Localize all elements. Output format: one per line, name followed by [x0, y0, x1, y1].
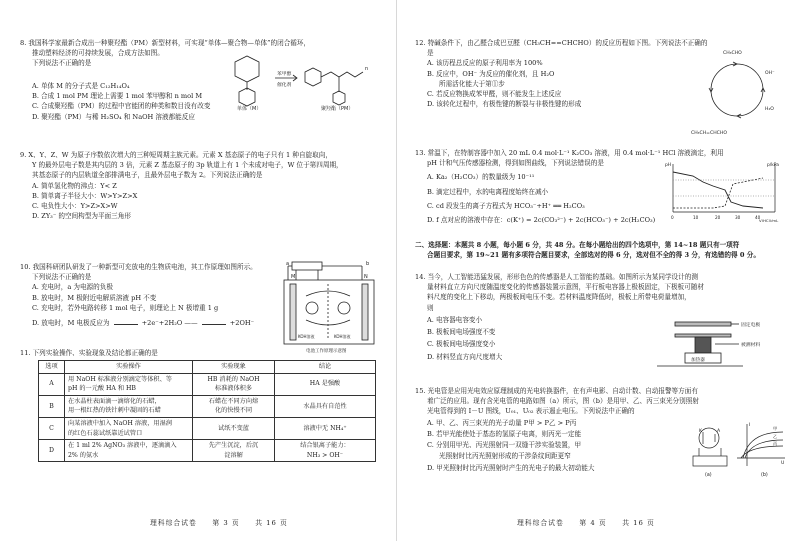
q8-reagent-down: 催化剂: [277, 83, 292, 88]
q12-fig-h2o: H₂O: [765, 107, 774, 112]
q9-stem-line1: 9. X、Y、Z、W 为原子序数依次增大的三种短周期主族元素。元素 X 基态原子的电子只有 1 种自旋取向，: [20, 151, 332, 159]
q13-option-a: A. Ka₂（H₂CO₃）的数量级为 10⁻¹¹: [427, 173, 535, 182]
q12-fig-top: CH₃CHO: [723, 51, 742, 56]
q14-stem-line1: 14. 当今，人工智能迅猛发展，形形色色的传感器是人工智能的基础。如图所示为某同学设计的测: [415, 273, 698, 281]
q12-stem-line2: 是: [427, 49, 434, 58]
q13-titration-figure: [663, 160, 787, 222]
section-2-line1: 二、选择题：本题共 8 小题，每小题 6 分，共 48 分。在每小题给出的四个选项中，第 14~18 题只有一项符: [415, 241, 740, 249]
q15-stem-line1: 15. 光电管是应用光电效应原理制成的光电转换器件，在有声电影、自动计数、自动报警等方面有: [415, 387, 698, 395]
q15-fig-jia: 甲: [773, 426, 778, 431]
q10-fig-m: M: [291, 274, 296, 280]
q10-eq-tail: +2e⁻+2H₂O ——: [141, 319, 198, 328]
q13-fig-y2: p/kPa: [767, 163, 779, 168]
q11-row-a-opt: A: [39, 373, 65, 395]
q10-fig-koh1: KOH溶液: [298, 334, 315, 339]
q11-row-b-opt: B: [39, 395, 65, 417]
q11-row-c-concl: 溶液中无 NH₄⁺: [275, 418, 376, 440]
q13-stem-line2: pH 计和气压传感器检测，得到如图曲线，下列说法错误的是: [427, 159, 604, 168]
q9-stem-line3: 其基态原子的内层轨道全部排满电子，且最外层电子数为 2。下列说法正确的是: [32, 171, 263, 180]
q11-row-c-op: 向某溶液中加入 NaOH 溶液，用湿润 的红色石蕊试纸靠近试管口: [65, 418, 193, 440]
q15-fig-bing: 丙: [773, 441, 778, 446]
q14-fig-top: 固定电极: [741, 323, 761, 328]
q8-option-c: C. 合成聚羟酯（PM）的过程中官能团的种类和数目没有改变: [32, 102, 211, 111]
q14-sensor-figure: [655, 318, 785, 370]
right-page-footer: 理科综合试卷 第 4 页 共 16 页: [517, 519, 655, 528]
q8-monomer-label: 单体（M）: [237, 106, 262, 112]
q13-fig-x: V(HCl)/mL: [759, 218, 779, 222]
section-2-header: [415, 240, 760, 260]
q8-stem-line1: 8. 我国科学家最新合成出一种聚羟酯（PM）新型材料，可实现“单体—聚合物—单体”的闭合循环，: [20, 39, 311, 47]
q15-fig-b-label: (b): [761, 473, 768, 478]
q12-option-a: A. 该历程总反应的原子利用率为 100%: [427, 59, 543, 68]
q8-option-b: B. 合成 1 mol PM 理论上需要 1 mol 苯甲醇和 n mol M: [32, 92, 203, 101]
q15-fig-u: U: [781, 461, 785, 466]
q14-option-a: A. 电容器电容变小: [427, 315, 483, 324]
q14-option-b: B. 极板间电场强度不变: [427, 328, 496, 337]
q15-photoelectric-figure: [687, 420, 787, 478]
question-9: [20, 150, 343, 222]
q10-option-c: C. 充电时，若外电路转移 1 mol 电子，则理论上 N 极增重 1 g: [32, 303, 219, 312]
q8-option-a: A. 单体 M 的分子式是 C₁₂H₁₄O₄: [32, 82, 130, 90]
q12-option-b: B. 反应中，OH⁻ 为反应的催化剂，且 H₂O: [427, 69, 555, 78]
right-page: [397, 0, 794, 541]
q13-tick-10: 10: [693, 215, 699, 220]
svg-text:n: n: [365, 66, 369, 72]
q11-row-a-ph: HB 消耗的 NaOH 标准液体积多: [193, 373, 275, 395]
q14-stem-line2: 量材料直立方向尺度随温度变化的传感器装置示意图，平行板电容器上极板固定，下极板可随材: [427, 283, 704, 292]
q13-fig-y: pH: [665, 163, 672, 168]
q15-stem-line3: 光电管得到的 I－U 图线，U₀₁、U₀₂ 表示遏止电压。下列说法中正确的: [427, 407, 635, 416]
q10-option-b: B. 放电时，M 极附近电解质溶液 pH 不变: [32, 293, 157, 302]
q8-option-d: D. 聚羟酯（PM）与稀 H₂SO₄ 和 NaOH 溶液都能反应: [32, 112, 195, 121]
q10-option-d: [20, 317, 257, 328]
q15-fig-yi: 乙: [773, 434, 778, 439]
q8-stem-line2: 推动塑料经济的可持续发展，合成方法如图。: [32, 49, 164, 58]
q15-fig-i: I: [749, 423, 751, 428]
q9-option-c: C. 电负性大小：Y>Z>X>W: [32, 202, 118, 211]
q11-th-conclusion: 结论: [275, 361, 376, 374]
q11-stem: 11. 下列实验操作、实验现象及结论都正确的是: [20, 349, 158, 357]
q10-structure-icon: [114, 317, 138, 325]
table-row: [39, 373, 376, 395]
q11-row-b-concl: 水晶具有自范性: [275, 395, 376, 417]
q15-fig-a-label: (a): [705, 473, 712, 478]
q8-options: [32, 81, 210, 122]
q10-ask: 下列说法不正确的是: [32, 273, 92, 282]
q11-table-header: [39, 361, 376, 374]
q14-option-c: C. 极板间电场强度变小: [427, 340, 496, 349]
q11-row-a-concl: HA 是强酸: [275, 373, 376, 395]
q14-fig-mid: 被测材料: [741, 343, 761, 348]
q12-mechanism-figure: [689, 44, 785, 136]
q10-fig-b: b: [366, 261, 370, 267]
q15-option-b: B. 若甲光能使处于基态的氢原子电离，则丙光一定能: [427, 429, 582, 438]
question-11: [20, 348, 158, 358]
q15-stem-line2: 着广泛的应用。现有含光电管的电路如图（a）所示，图（b）是用甲、乙、丙三束光分别照射: [427, 397, 699, 406]
q11-row-b-ph: 石蜡在不同方向熔 化的快慢不同: [193, 395, 275, 417]
q10-fig-caption: 电池工作原理示意图: [306, 349, 347, 354]
q9-option-b: B. 简单离子半径大小：W>Y>Z>X: [32, 191, 138, 200]
q8-polymer-label: 聚羟酯（PM）: [321, 106, 354, 112]
table-row: [39, 440, 376, 462]
q10-option-d-text: D. 放电时，M 电极反应为: [32, 319, 110, 328]
q11-th-operation: 实验操作: [65, 361, 193, 374]
q11-row-b-op: 在水晶柱表面滴一滴熔化的石蜡， 用一根红热的铁针刺中凝固的石蜡: [65, 395, 193, 417]
q11-row-d-opt: D: [39, 440, 65, 462]
q15-option-c: C. 分别用甲光、丙光照射同一双缝干涉实验装置，甲: [427, 441, 582, 450]
q12-stem-line1: 12. 特碱条件下，由乙醛合成巴豆醛（CH₃CH==CHCHO）的反应历程如下图。下列说法不正确的: [415, 39, 708, 47]
q15-option-d: D. 甲光照射时比丙光照射时产生的光电子的最大初动能大: [427, 463, 595, 472]
q10-structure-icon-2: [202, 317, 226, 325]
q13-tick-0: 0: [671, 215, 674, 220]
q15-fig-k: K: [699, 429, 703, 434]
q14-stem-line3: 料尺度的变化上下移动，两极板间电压不变。若材料温度降低时，极板上所带电荷量增加，: [427, 293, 691, 302]
q8-ask: 下列说法不正确的是: [32, 59, 92, 68]
table-row: [39, 395, 376, 417]
q11-row-c-ph: 试纸不变蓝: [193, 418, 275, 440]
q10-fig-a: a: [286, 261, 290, 267]
question-12: [415, 38, 707, 110]
q15-option-c-cont: 光照射时比丙光照射形成的干涉条纹间距更窄: [439, 452, 571, 461]
q15-option-a: A. 甲、乙、丙三束光的光子动量 P甲 > P乙 > P丙: [427, 418, 577, 427]
q9-stem-line2: Y 的最外层电子数是其内层的 3 倍，元素 Z 基态原子的 3p 轨道上有 1 个未成对电子，W 位于第四周期，: [32, 161, 343, 170]
table-row: [39, 418, 376, 440]
q11-th-option: 选项: [39, 361, 65, 374]
q15-fig-anode: A: [717, 429, 721, 434]
q12-fig-bottom: CH₃CH=CHCHO: [691, 131, 727, 136]
q11-row-d-ph: 先产生沉淀，后沉 淀溶解: [193, 440, 275, 462]
left-page-footer: 理科综合试卷 第 3 页 共 16 页: [150, 519, 288, 528]
q9-option-a: A. 简单氢化物的沸点：Y< Z: [32, 181, 117, 190]
q9-option-d: D. ZY₃⁻ 的空间构型为平面三角形: [32, 212, 131, 221]
q11-row-c-opt: C: [39, 418, 65, 440]
q11-th-phenomenon: 实验现象: [193, 361, 275, 374]
q13-tick-20: 20: [715, 215, 721, 220]
q13-tick-40: 40: [755, 215, 761, 220]
q10-battery-figure: [282, 258, 378, 354]
q10-fig-koh2: KOH溶液: [334, 334, 351, 339]
question-15: [415, 386, 699, 473]
q10-eq-end: +2OH⁻: [229, 319, 255, 328]
q12-option-c: C. 若反应物换成苯甲醛，则不能发生上述反应: [427, 90, 562, 99]
section-2-line2: 合题目要求，第 19~21 题有多项符合题目要求，全部选对的得 6 分，选对但不全的得 3 分，有选错的得 0 分。: [427, 251, 760, 260]
q12-option-d: D. 该转化过程中，有极性键的断裂与非极性键的形成: [427, 100, 582, 109]
q14-fig-heater: 加热器: [691, 358, 705, 363]
q11-row-a-op: 用 NaOH 标准液分别滴定等体积、等 pH 的一元酸 HA 和 HB: [65, 373, 193, 395]
q10-option-a: A. 充电时，a 为电源的负极: [32, 283, 113, 292]
q10-fig-n: N: [364, 274, 368, 280]
q13-option-c: C. cd 段发生的离子方程式为 HCO₃⁻+H⁺ ══ H₂CO₃: [427, 201, 585, 210]
q11-table: [38, 360, 376, 462]
q12-option-b-cont: 所需活化能大于第①步: [439, 79, 505, 88]
q14-option-d: D. 材料竖直方向尺度增大: [427, 352, 503, 361]
q11-row-d-op: 在 1 ml 2% AgNO₃ 溶液中，逐滴滴入 2% 的氨水: [65, 440, 193, 462]
q12-fig-oh: OH⁻: [765, 71, 775, 76]
q8-reagent-up: 苯甲醇: [277, 72, 292, 77]
question-10: [20, 262, 257, 328]
q14-stem-line4: 则: [427, 303, 434, 312]
q10-stem: 10. 我国科研团队研发了一种新型可充放电的生物质电池，其工作原理如图所示。: [20, 263, 257, 271]
q13-stem-line1: 13. 常温下，在特制容器中加入 20 mL 0.4 mol·L⁻¹ K₂CO₃ 溶液，用 0.4 mol·L⁻¹ HCl 溶液滴定，利用: [415, 149, 724, 157]
q11-row-d-concl: 结合银离子能力： NH₃ > OH⁻: [275, 440, 376, 462]
q13-option-d: D. f 点对应的溶液中存在：c(K⁺) = 2c(CO₃²⁻) + 2c(HCO₃⁻) + 2c(H₂CO₃): [427, 216, 656, 225]
q13-tick-30: 30: [735, 215, 741, 220]
q8-reaction-figure: [205, 50, 385, 112]
q13-option-b: B. 滴定过程中，水的电离程度始终在减小: [427, 187, 549, 196]
